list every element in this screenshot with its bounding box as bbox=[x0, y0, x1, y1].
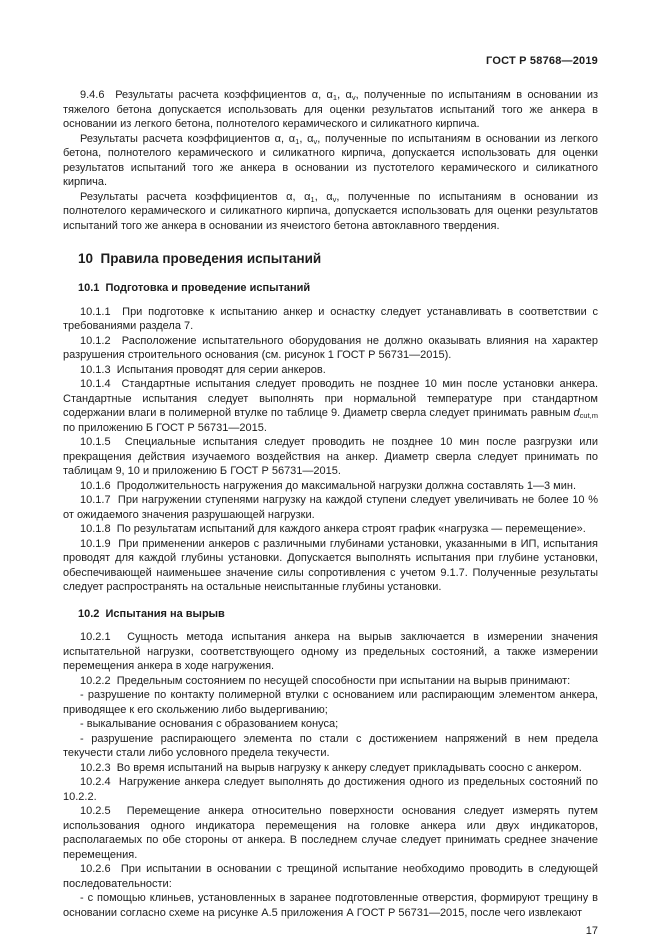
paragraph: Результаты расчета коэффициентов α, $\alpha_1$, $\alpha_v$, полученные по испытаниям в основании из легкого бетона, полнотелого керамического и силикатного кирпича, допускается использовать для оценки результатов испытаний того же анкера в основании из пустотелого керамического и силикатного кирпича. bbox=[63, 132, 598, 188]
paragraph: 10.2.6 При испытании в основании с трещиной испытание необходимо проводить в следующей последовательности: bbox=[63, 863, 598, 890]
paragraph: 10.2.1 Сущность метода испытания анкера на вырыв заключается в измерении значения испытательной нагрузки, соответствующего одному из предельных состояний, а также измерении перемещения анкера в ходе нагружения. bbox=[63, 631, 598, 672]
subsection-heading: 10.2 Испытания на вырыв bbox=[78, 607, 225, 620]
paragraph: 10.1.4 Стандартные испытания следует проводить не позднее 10 мин после установки анкера. Стандартные испытания следует выполнять при нормальной температуре при стандартном содержании влаги в полимерной втулке по таблице 9. Диаметр сверла следует принимать равным $d_{cut,m}$ по приложению Б ГОСТ Р 56731—2015. bbox=[63, 378, 598, 434]
paragraph: 10.1.5 Специальные испытания следует проводить не позднее 10 мин после разгрузки или прекращения действия изучаемого воздействия на анкер. Диаметр сверла следует принимать по таблицам 9, 10 и приложению Б ГОСТ Р 56731—2015. bbox=[63, 436, 598, 477]
list-item: - с помощью клиньев, установленных в заранее подготовленные отверстия, формируют трещину в основании согласно схеме на рисунке А.5 приложения А ГОСТ Р 56731—2015, после чего извлекают bbox=[63, 892, 598, 919]
subsection-heading: 10.1 Подготовка и проведение испытаний bbox=[78, 282, 311, 294]
paragraph: 10.1.3 Испытания проводят для серии анкеров. bbox=[80, 363, 326, 376]
paragraph: Результаты расчета коэффициентов α, $\alpha_1$, $\alpha_v$, полученные по испытаниям в основании из полнотелого керамического и силикатного кирпича, допускается использовать для оценки результатов испытаний того же анкера в основании из ячеистого бетона автоклавного твердения. bbox=[63, 190, 599, 232]
paragraph: 10.1.7 При нагружении ступенями нагрузку на каждой ступени следует увеличивать не более 10 % от ожидаемого значения разрушающей нагрузки. bbox=[63, 494, 598, 521]
paragraph: 10.2.5 Перемещение анкера относительно поверхности основания следует измерять путем использования одного индикатора перемещения на головке анкера или двух индикаторов, располагаемых по обе стороны от анкера. В последнем случае следует принимать среднее значение перемещения. bbox=[63, 805, 598, 861]
page-number: 17 bbox=[585, 925, 598, 935]
document-header-code: ГОСТ Р 58768—2019 bbox=[486, 55, 598, 67]
paragraph: 10.1.8 По результатам испытаний для каждого анкера строят график «нагрузка — перемещение». bbox=[80, 523, 586, 535]
list-item: - выкалывание основания с образованием конуса; bbox=[80, 718, 339, 730]
paragraph: 10.2.3 Во время испытаний на вырыв нагрузку к анкеру следует прикладывать соосно с анкером. bbox=[80, 761, 582, 774]
paragraph: 10.1.2 Расположение испытательного оборудования не должно оказывать влияния на характер разрушения строительного основания (см. рисунок 1 ГОСТ Р 56731—2015). bbox=[63, 334, 598, 361]
paragraph: 10.1.1 При подготовке к испытанию анкер и оснастку следует устанавливать в соответствии с требованиями раздела 7. bbox=[63, 305, 598, 332]
paragraph: 9.4.6 Результаты расчета коэффициентов α, $\alpha_1$, $\alpha_v$, полученные по испытаниям в основании из тяжелого бетона допускается использовать для оценки результатов испытаний того же анкера в основании из легкого бетона, полнотелого керамического и силикатного кирпича. bbox=[63, 89, 599, 130]
list-item: - разрушение по контакту полимерной втулки с основанием или распирающим элементом анкера, приводящее к его скольжению либо выдергиванию; bbox=[63, 689, 598, 716]
paragraph: 10.2.2 Предельным состоянием по несущей способности при испытании на вырыв принимают: bbox=[80, 674, 571, 687]
list-item: - разрушение распирающего элемента по стали с достижением напряжений в нем предела текучести стали либо условного предела текучести. bbox=[63, 732, 598, 759]
paragraph: 10.2.4 Нагружение анкера следует выполнять до достижения одного из предельных состояний по 10.2.2. bbox=[63, 776, 598, 803]
paragraph: 10.1.9 При применении анкеров с различными глубинами установки, указанными в ИП, испытания проводят для каждой глубины установки. Допускается выполнять испытания при глубине установки, обеспечивающей наименьшее значение силы сопротивления с учетом 9.1.7. Полученные результаты следует распространять на остальные неиспытанные глубины установки. bbox=[63, 537, 598, 593]
section-heading: 10 Правила проведения испытаний bbox=[78, 251, 322, 266]
paragraph: 10.1.6 Продолжительность нагружения до максимальной нагрузки должна составлять 1—3 мин. bbox=[80, 479, 577, 492]
document-body bbox=[63, 88, 598, 920]
